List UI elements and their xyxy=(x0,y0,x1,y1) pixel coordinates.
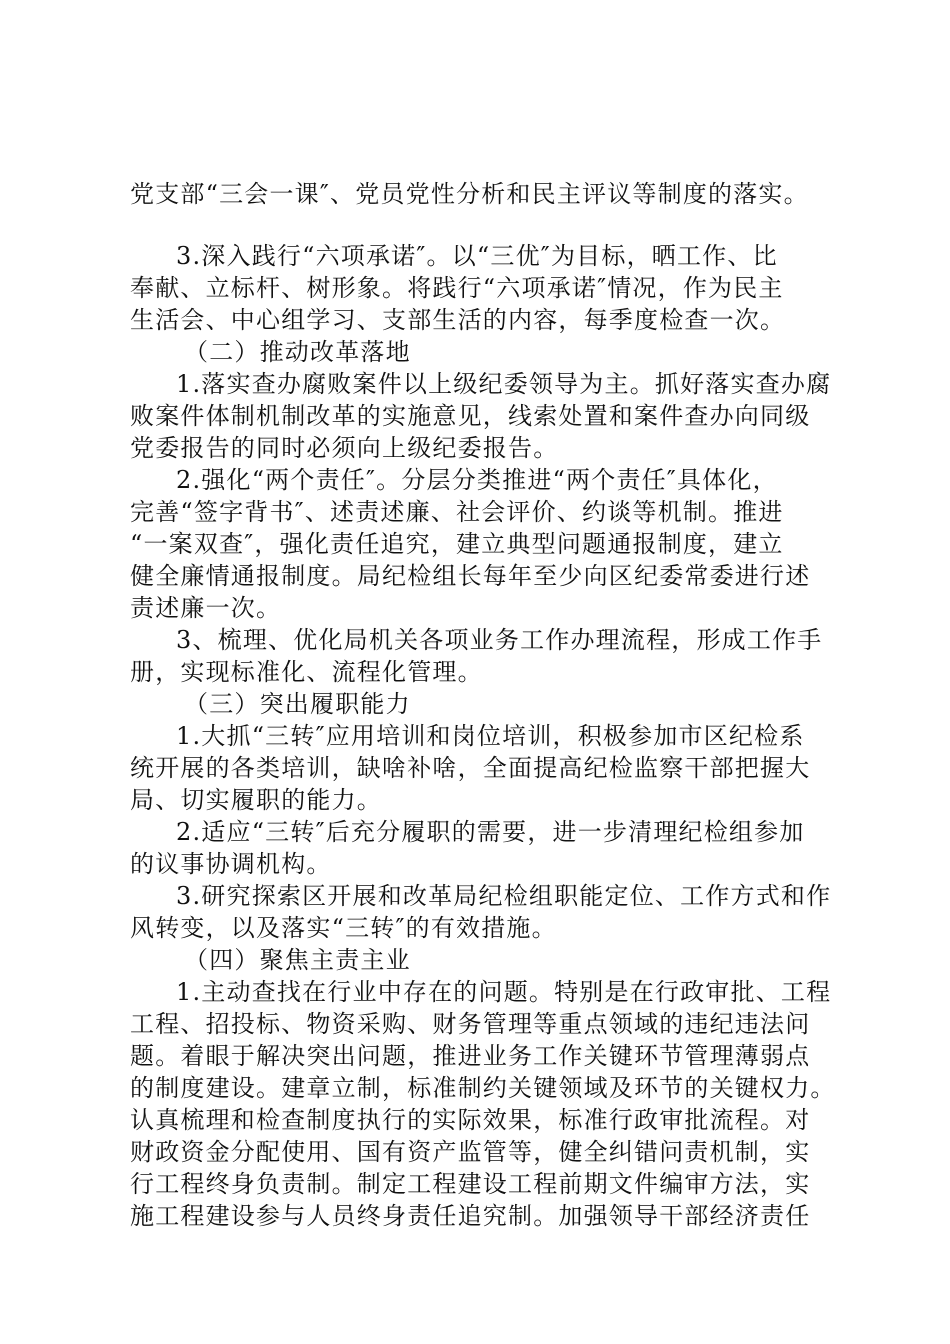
text-line: 的议事协调机构。 xyxy=(130,850,332,878)
text-line: 1.大抓“三转″应用培训和岗位培训，积极参加市区纪检系 xyxy=(176,722,805,750)
text-line: 行工程终身负责制。制定工程建设工程前期文件编审方法，实 xyxy=(130,1170,811,1198)
text-line: 统开展的各类培训，缺啥补啥，全面提高纪检监察干部把握大 xyxy=(130,754,811,782)
text-line: 册，实现标准化、流程化管理。 xyxy=(130,658,483,686)
text-line: 党支部“三会一课″、党员党性分析和民主评议等制度的落实。 xyxy=(130,180,809,208)
text-line: “一案双查″，强化责任追究，建立典型问题通报制度，建立 xyxy=(130,530,784,558)
section-heading: （二）推动改革落地 xyxy=(184,338,411,366)
section-heading: （三）突出履职能力 xyxy=(184,690,411,718)
text-line: 2.适应“三转″后充分履职的需要，进一步清理纪检组参加 xyxy=(176,818,805,846)
text-line: 败案件体制机制改革的实施意见，线索处置和案件查办向同级 xyxy=(130,402,811,430)
text-line: 健全廉情通报制度。局纪检组长每年至少向区纪委常委进行述 xyxy=(130,562,811,590)
text-line: 1.落实查办腐败案件以上级纪委领导为主。抓好落实查办腐 xyxy=(176,370,832,398)
text-line: 1.主动查找在行业中存在的问题。特别是在行政审批、工程 xyxy=(176,978,832,1006)
text-line: 生活会、中心组学习、支部生活的内容，每季度检查一次。 xyxy=(130,306,786,334)
section-heading: （四）聚焦主责主业 xyxy=(184,946,411,974)
text-line: 党委报告的同时必须向上级纪委报告。 xyxy=(130,434,559,462)
text-line: 施工程建设参与人员终身责任追究制。加强领导干部经济责任 xyxy=(130,1202,811,1230)
text-line: 3.深入践行“六项承诺″。以“三优″为目标，晒工作、比 xyxy=(176,242,778,270)
text-line: 题。着眼于解决突出问题，推进业务工作关键环节管理薄弱点 xyxy=(130,1042,811,1070)
text-line: 责述廉一次。 xyxy=(130,594,282,622)
text-line: 3.研究探索区开展和改革局纪检组职能定位、工作方式和作 xyxy=(176,882,832,910)
text-line: 认真梳理和检查制度执行的实际效果，标准行政审批流程。对 xyxy=(130,1106,811,1134)
text-line: 局、切实履职的能力。 xyxy=(130,786,382,814)
text-line: 奉献、立标杆、树形象。将践行“六项承诺″情况，作为民主 xyxy=(130,274,784,302)
text-line: 2.强化“两个责任″。分层分类推进“两个责任″具体化， xyxy=(176,466,778,494)
text-line: 工程、招投标、物资采购、财务管理等重点领域的违纪违法问 xyxy=(130,1010,811,1038)
text-line: 3、梳理、优化局机关各项业务工作办理流程，形成工作手 xyxy=(176,626,823,654)
text-line: 风转变，以及落实“三转″的有效措施。 xyxy=(130,914,557,942)
text-line: 的制度建设。建章立制，标准制约关键领域及环节的关键权力。 xyxy=(130,1074,836,1102)
text-line: 完善“签字背书″、述责述廉、社会评价、约谈等机制。推进 xyxy=(130,498,784,526)
text-line: 财政资金分配使用、国有资产监管等，健全纠错问责机制，实 xyxy=(130,1138,811,1166)
